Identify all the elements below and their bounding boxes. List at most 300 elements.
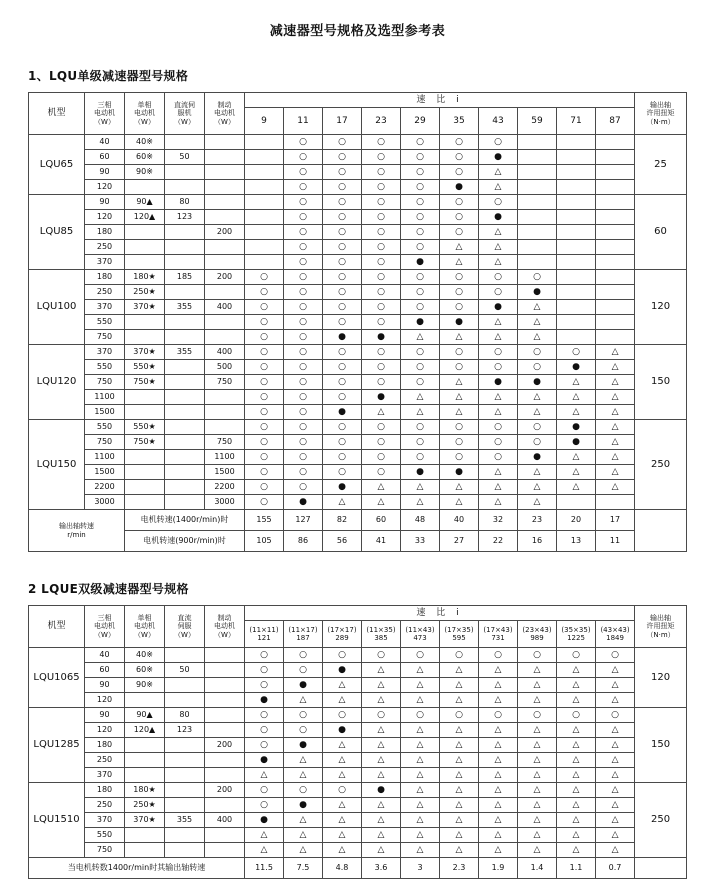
table-row (29, 480, 687, 495)
table-row (29, 708, 687, 723)
ratio-mark-0: ○ (245, 405, 284, 420)
ratio-mark-8 (557, 225, 596, 240)
dc-servo-power (165, 828, 205, 843)
table-row (29, 843, 687, 858)
ratio-mark-7: ○ (518, 360, 557, 375)
ratio-mark-4: ○ (401, 240, 440, 255)
footer-speed-900-value-0: 105 (245, 531, 284, 552)
ratio-mark-1: △ (284, 813, 323, 828)
three-phase-power: 120 (85, 180, 125, 195)
footer-output-speed-value-8: 1.1 (557, 858, 596, 879)
table-row (29, 180, 687, 195)
ratio-mark-9: △ (596, 420, 635, 435)
header-ratio-0: 9 (245, 108, 284, 135)
single-phase-power: 250★ (125, 798, 165, 813)
ratio-mark-4: △ (401, 390, 440, 405)
ratio-mark-7: △ (518, 813, 557, 828)
ratio-mark-3: △ (362, 768, 401, 783)
ratio-mark-3: △ (362, 798, 401, 813)
footer-speed-900-value-6: 22 (479, 531, 518, 552)
ratio-mark-5: ○ (440, 300, 479, 315)
ratio-mark-7: ○ (518, 708, 557, 723)
three-phase-power: 1100 (85, 390, 125, 405)
header-ratio-pair-5: (17×35) 595 (440, 621, 479, 648)
ratio-mark-7: △ (518, 723, 557, 738)
ratio-mark-7: △ (518, 753, 557, 768)
single-phase-power: 750★ (125, 435, 165, 450)
dc-servo-power: 355 (165, 300, 205, 315)
table-row (29, 270, 687, 285)
table-2-wrapper (28, 605, 687, 879)
footer-speed-900-value-7: 16 (518, 531, 557, 552)
ratio-mark-8: △ (557, 480, 596, 495)
ratio-mark-8: △ (557, 738, 596, 753)
ratio-mark-4: ○ (401, 360, 440, 375)
brake-motor-power (205, 708, 245, 723)
table-row (29, 210, 687, 225)
ratio-mark-8: △ (557, 375, 596, 390)
dc-servo-power (165, 390, 205, 405)
ratio-mark-1: ○ (284, 390, 323, 405)
ratio-mark-8: △ (557, 828, 596, 843)
ratio-mark-3: ○ (362, 375, 401, 390)
footer-motor-speed-1400-label: 电机转速(1400r/min)时 (125, 510, 245, 531)
ratio-mark-7: △ (518, 663, 557, 678)
model-name: LQU1510 (29, 783, 85, 858)
ratio-mark-6: △ (479, 495, 518, 510)
ratio-mark-4: △ (401, 768, 440, 783)
single-phase-power (125, 828, 165, 843)
three-phase-power: 1100 (85, 450, 125, 465)
footer-output-speed-value-5: 2.3 (440, 858, 479, 879)
header-ratio-pair-0: (11×11) 121 (245, 621, 284, 648)
ratio-mark-8: △ (557, 813, 596, 828)
single-phase-power (125, 693, 165, 708)
footer-output-speed-label: 当电机转数1400r/min时其输出轴转速 (29, 858, 245, 879)
ratio-mark-1: △ (284, 843, 323, 858)
ratio-mark-2: ● (323, 330, 362, 345)
table-footer-row (29, 510, 687, 531)
ratio-mark-0 (245, 255, 284, 270)
ratio-mark-0: ○ (245, 783, 284, 798)
brake-motor-power (205, 255, 245, 270)
ratio-mark-5: △ (440, 405, 479, 420)
three-phase-power: 1500 (85, 405, 125, 420)
single-phase-power: 180★ (125, 270, 165, 285)
ratio-mark-1: ○ (284, 165, 323, 180)
ratio-mark-0: ○ (245, 678, 284, 693)
header-ratio-pair-4: (11×43) 473 (401, 621, 440, 648)
three-phase-power: 370 (85, 768, 125, 783)
ratio-mark-6: △ (479, 390, 518, 405)
ratio-mark-3: ○ (362, 135, 401, 150)
three-phase-power: 550 (85, 360, 125, 375)
ratio-mark-3: △ (362, 693, 401, 708)
single-phase-power: 750★ (125, 375, 165, 390)
ratio-mark-9 (596, 270, 635, 285)
three-phase-power: 180 (85, 783, 125, 798)
ratio-mark-5: ○ (440, 420, 479, 435)
brake-motor-power (205, 723, 245, 738)
table-row (29, 435, 687, 450)
header-ratio-pair-9: (43×43) 1849 (596, 621, 635, 648)
single-phase-power: 90▲ (125, 195, 165, 210)
ratio-mark-9: △ (596, 678, 635, 693)
single-phase-power: 180★ (125, 783, 165, 798)
ratio-mark-2: ● (323, 723, 362, 738)
ratio-mark-1: ○ (284, 150, 323, 165)
ratio-mark-8: △ (557, 783, 596, 798)
ratio-mark-0: ○ (245, 345, 284, 360)
ratio-mark-5: △ (440, 330, 479, 345)
header-output-torque: 输出轴 许用扭矩 （N·m） (635, 93, 687, 135)
brake-motor-power: 3000 (205, 495, 245, 510)
ratio-mark-7: △ (518, 738, 557, 753)
footer-blank (635, 858, 687, 879)
ratio-mark-0: ○ (245, 708, 284, 723)
ratio-mark-3: △ (362, 813, 401, 828)
dc-servo-power (165, 678, 205, 693)
ratio-mark-4: △ (401, 330, 440, 345)
ratio-mark-1: ○ (284, 210, 323, 225)
ratio-mark-7: △ (518, 828, 557, 843)
ratio-mark-6: ○ (479, 708, 518, 723)
brake-motor-power (205, 150, 245, 165)
ratio-mark-4: △ (401, 753, 440, 768)
ratio-mark-8: △ (557, 798, 596, 813)
footer-speed-1400-value-8: 20 (557, 510, 596, 531)
ratio-mark-5: △ (440, 768, 479, 783)
ratio-mark-7 (518, 165, 557, 180)
ratio-mark-1: ○ (284, 405, 323, 420)
ratio-mark-4: ○ (401, 420, 440, 435)
three-phase-power: 180 (85, 738, 125, 753)
single-phase-power (125, 753, 165, 768)
ratio-mark-4: ○ (401, 165, 440, 180)
model-name: LQU150 (29, 420, 85, 510)
ratio-mark-2: ○ (323, 240, 362, 255)
ratio-mark-2: △ (323, 768, 362, 783)
ratio-mark-4: ○ (401, 435, 440, 450)
table-row (29, 798, 687, 813)
ratio-mark-1: ○ (284, 648, 323, 663)
three-phase-power: 370 (85, 255, 125, 270)
ratio-mark-0: ● (245, 813, 284, 828)
ratio-mark-2: △ (323, 693, 362, 708)
ratio-mark-9: △ (596, 723, 635, 738)
table-row (29, 390, 687, 405)
ratio-mark-2: △ (323, 738, 362, 753)
ratio-mark-6: ○ (479, 345, 518, 360)
ratio-mark-5: ○ (440, 285, 479, 300)
ratio-mark-3: ○ (362, 255, 401, 270)
ratio-mark-7: △ (518, 783, 557, 798)
ratio-mark-3: ○ (362, 195, 401, 210)
table-row (29, 300, 687, 315)
ratio-mark-6: ○ (479, 435, 518, 450)
ratio-mark-7 (518, 225, 557, 240)
ratio-mark-0 (245, 210, 284, 225)
table-header-row (29, 606, 687, 621)
dc-servo-power (165, 135, 205, 150)
ratio-mark-4: ○ (401, 150, 440, 165)
table-row (29, 375, 687, 390)
ratio-mark-2: ○ (323, 465, 362, 480)
ratio-mark-1: ○ (284, 180, 323, 195)
ratio-mark-0: ○ (245, 450, 284, 465)
ratio-mark-2: ● (323, 405, 362, 420)
ratio-mark-9: △ (596, 798, 635, 813)
ratio-mark-2: ○ (323, 783, 362, 798)
ratio-mark-6: △ (479, 240, 518, 255)
brake-motor-power: 1100 (205, 450, 245, 465)
footer-output-speed-label: 输出轴转速 r/min (29, 510, 125, 552)
ratio-mark-4: ● (401, 465, 440, 480)
ratio-mark-6: △ (479, 405, 518, 420)
brake-motor-power: 200 (205, 738, 245, 753)
ratio-mark-1: ● (284, 738, 323, 753)
ratio-mark-0: ○ (245, 648, 284, 663)
ratio-mark-8: △ (557, 405, 596, 420)
ratio-mark-7 (518, 210, 557, 225)
footer-speed-1400-value-1: 127 (284, 510, 323, 531)
three-phase-power: 370 (85, 300, 125, 315)
ratio-mark-5: ● (440, 180, 479, 195)
ratio-mark-8: △ (557, 450, 596, 465)
ratio-mark-7: △ (518, 300, 557, 315)
single-phase-power (125, 225, 165, 240)
ratio-mark-2: ○ (323, 195, 362, 210)
single-phase-power: 250★ (125, 285, 165, 300)
ratio-mark-9 (596, 150, 635, 165)
header-brake-motor: 制动 电动机 （W） (205, 93, 245, 135)
ratio-mark-7: ● (518, 450, 557, 465)
table-row (29, 738, 687, 753)
three-phase-power: 250 (85, 798, 125, 813)
dc-servo-power: 123 (165, 210, 205, 225)
ratio-mark-8: ● (557, 420, 596, 435)
table-row (29, 648, 687, 663)
ratio-mark-0: ○ (245, 390, 284, 405)
brake-motor-power (205, 693, 245, 708)
single-phase-power (125, 330, 165, 345)
ratio-mark-6: ○ (479, 450, 518, 465)
ratio-mark-8 (557, 135, 596, 150)
ratio-mark-7: △ (518, 495, 557, 510)
brake-motor-power (205, 210, 245, 225)
ratio-mark-1: ○ (284, 300, 323, 315)
ratio-mark-1: ● (284, 495, 323, 510)
dc-servo-power (165, 360, 205, 375)
single-phase-power (125, 738, 165, 753)
ratio-mark-5: △ (440, 390, 479, 405)
dc-servo-power: 355 (165, 345, 205, 360)
table-row (29, 165, 687, 180)
ratio-mark-2: ○ (323, 180, 362, 195)
table-row (29, 723, 687, 738)
ratio-mark-8: △ (557, 390, 596, 405)
model-name: LQU65 (29, 135, 85, 195)
ratio-mark-1: ○ (284, 240, 323, 255)
ratio-mark-3: △ (362, 828, 401, 843)
ratio-mark-0: ○ (245, 738, 284, 753)
output-torque-value: 150 (635, 345, 687, 420)
ratio-mark-9: △ (596, 375, 635, 390)
ratio-mark-6: △ (479, 678, 518, 693)
ratio-mark-5: ○ (440, 345, 479, 360)
ratio-mark-9 (596, 225, 635, 240)
ratio-mark-8 (557, 300, 596, 315)
brake-motor-power (205, 285, 245, 300)
single-phase-power (125, 495, 165, 510)
ratio-mark-4: ○ (401, 450, 440, 465)
single-phase-power (125, 180, 165, 195)
footer-speed-900-value-9: 11 (596, 531, 635, 552)
header-ratio-5: 35 (440, 108, 479, 135)
ratio-mark-3: ● (362, 390, 401, 405)
ratio-mark-7 (518, 240, 557, 255)
footer-speed-1400-value-3: 60 (362, 510, 401, 531)
ratio-mark-9: ○ (596, 708, 635, 723)
ratio-mark-9 (596, 315, 635, 330)
brake-motor-power (205, 390, 245, 405)
ratio-mark-7: △ (518, 465, 557, 480)
table-1-wrapper (28, 92, 687, 552)
ratio-mark-0: ○ (245, 360, 284, 375)
three-phase-power: 250 (85, 753, 125, 768)
header-ratio-6: 43 (479, 108, 518, 135)
ratio-mark-2: ○ (323, 300, 362, 315)
brake-motor-power (205, 768, 245, 783)
ratio-mark-8 (557, 255, 596, 270)
brake-motor-power: 200 (205, 783, 245, 798)
ratio-mark-8 (557, 270, 596, 285)
single-phase-power (125, 390, 165, 405)
ratio-mark-8: △ (557, 678, 596, 693)
table-row (29, 255, 687, 270)
ratio-mark-5: ○ (440, 270, 479, 285)
ratio-mark-5: △ (440, 255, 479, 270)
single-phase-power (125, 315, 165, 330)
footer-blank (635, 510, 687, 552)
ratio-mark-0 (245, 180, 284, 195)
three-phase-power: 180 (85, 270, 125, 285)
ratio-mark-2: △ (323, 843, 362, 858)
ratio-mark-0: ○ (245, 723, 284, 738)
single-phase-power: 370★ (125, 345, 165, 360)
ratio-mark-6: △ (479, 738, 518, 753)
ratio-mark-4: △ (401, 495, 440, 510)
header-ratio-1: 11 (284, 108, 323, 135)
ratio-mark-5: ○ (440, 150, 479, 165)
ratio-mark-5: △ (440, 663, 479, 678)
brake-motor-power (205, 828, 245, 843)
ratio-mark-0: ● (245, 753, 284, 768)
brake-motor-power: 500 (205, 360, 245, 375)
ratio-mark-9: △ (596, 450, 635, 465)
ratio-mark-5: △ (440, 678, 479, 693)
header-ratio-pair-6: (17×43) 731 (479, 621, 518, 648)
ratio-mark-1: ○ (284, 723, 323, 738)
output-torque-value: 250 (635, 783, 687, 858)
ratio-mark-6: △ (479, 480, 518, 495)
brake-motor-power (205, 330, 245, 345)
ratio-mark-9: △ (596, 405, 635, 420)
section-title-1: 1、LQU单级减速器型号规格 (28, 69, 189, 83)
ratio-mark-5: ○ (440, 135, 479, 150)
header-three-phase-motor: 三相 电动机 （W） (85, 93, 125, 135)
ratio-mark-2: △ (323, 828, 362, 843)
ratio-mark-6: △ (479, 315, 518, 330)
ratio-mark-0: ○ (245, 435, 284, 450)
three-phase-power: 2200 (85, 480, 125, 495)
table-row (29, 783, 687, 798)
ratio-mark-3: ● (362, 783, 401, 798)
dc-servo-power (165, 165, 205, 180)
ratio-mark-8 (557, 210, 596, 225)
ratio-mark-1: ○ (284, 195, 323, 210)
ratio-mark-0: ○ (245, 315, 284, 330)
ratio-mark-5: △ (440, 738, 479, 753)
ratio-mark-7: △ (518, 390, 557, 405)
ratio-mark-9 (596, 240, 635, 255)
ratio-mark-6: △ (479, 693, 518, 708)
footer-output-speed-value-4: 3 (401, 858, 440, 879)
ratio-mark-7 (518, 135, 557, 150)
ratio-mark-1: ○ (284, 315, 323, 330)
ratio-mark-4: △ (401, 783, 440, 798)
table-row (29, 285, 687, 300)
ratio-mark-2: ○ (323, 345, 362, 360)
ratio-mark-1: △ (284, 828, 323, 843)
ratio-mark-2: ○ (323, 270, 362, 285)
output-torque-value: 250 (635, 420, 687, 510)
ratio-mark-3: ○ (362, 450, 401, 465)
brake-motor-power: 750 (205, 375, 245, 390)
dc-servo-power (165, 405, 205, 420)
ratio-mark-4: ○ (401, 285, 440, 300)
ratio-mark-7: ○ (518, 420, 557, 435)
brake-motor-power (205, 405, 245, 420)
ratio-mark-8: ○ (557, 648, 596, 663)
model-name: LQU1065 (29, 648, 85, 708)
spec-table-lque-double (28, 605, 687, 879)
ratio-mark-6: ○ (479, 135, 518, 150)
footer-speed-900-value-8: 13 (557, 531, 596, 552)
ratio-mark-6: △ (479, 165, 518, 180)
ratio-mark-3: ○ (362, 345, 401, 360)
ratio-mark-1: ○ (284, 480, 323, 495)
ratio-mark-2: ○ (323, 315, 362, 330)
dc-servo-power (165, 315, 205, 330)
ratio-mark-4: ● (401, 255, 440, 270)
ratio-mark-7: △ (518, 798, 557, 813)
brake-motor-power (205, 135, 245, 150)
dc-servo-power: 123 (165, 723, 205, 738)
ratio-mark-0: ○ (245, 495, 284, 510)
header-model: 机型 (29, 93, 85, 135)
ratio-mark-9: △ (596, 738, 635, 753)
ratio-mark-8 (557, 180, 596, 195)
single-phase-power: 90※ (125, 678, 165, 693)
footer-speed-1400-value-0: 155 (245, 510, 284, 531)
ratio-mark-2: ● (323, 480, 362, 495)
ratio-mark-4: ○ (401, 225, 440, 240)
single-phase-power (125, 768, 165, 783)
three-phase-power: 120 (85, 723, 125, 738)
ratio-mark-0: ○ (245, 375, 284, 390)
header-dc-servo: 直流伺 服机 （W） (165, 93, 205, 135)
